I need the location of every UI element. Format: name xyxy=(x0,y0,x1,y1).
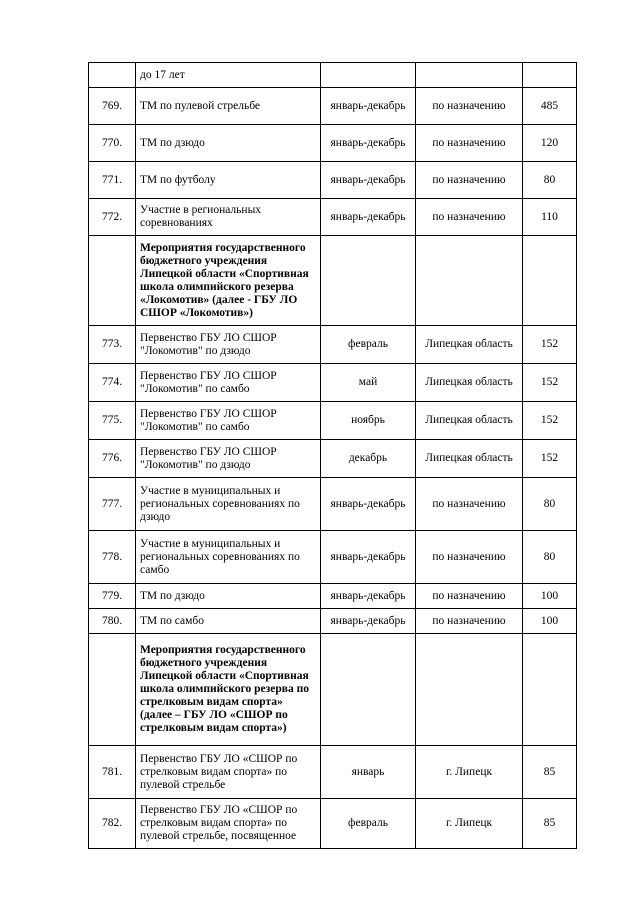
row-period: январь-декабрь xyxy=(321,199,416,236)
row-number: 774. xyxy=(89,364,136,402)
row-event-name: Участие в муниципальных и региональных соревнованиях по самбо xyxy=(136,531,321,584)
row-place: Липецкая область xyxy=(416,440,523,478)
row-event-name: Первенство ГБУ ЛО «СШОР по стрелковым видам спорта» по пулевой стрельбе, посвященное xyxy=(136,799,321,849)
row-place: по назначению xyxy=(416,199,523,236)
row-quantity: 485 xyxy=(523,88,577,125)
row-place xyxy=(416,634,523,746)
row-quantity: 120 xyxy=(523,125,577,162)
row-place xyxy=(416,236,523,326)
row-period xyxy=(321,63,416,88)
row-period: февраль xyxy=(321,326,416,364)
row-event-name: ТМ по пулевой стрельбе xyxy=(136,88,321,125)
events-table xyxy=(88,62,577,849)
row-quantity: 85 xyxy=(523,799,577,849)
row-quantity: 110 xyxy=(523,199,577,236)
row-quantity: 80 xyxy=(523,478,577,531)
row-quantity: 152 xyxy=(523,402,577,440)
row-period: январь xyxy=(321,746,416,799)
row-number: 777. xyxy=(89,478,136,531)
row-place: по назначению xyxy=(416,609,523,634)
row-place: Липецкая область xyxy=(416,326,523,364)
row-number xyxy=(89,63,136,88)
row-period: февраль xyxy=(321,799,416,849)
row-number: 771. xyxy=(89,162,136,199)
row-event-name: Участие в муниципальных и региональных соревнованиях по дзюдо xyxy=(136,478,321,531)
row-event-name: Первенство ГБУ ЛО СШОР "Локомотив" по дзюдо xyxy=(136,440,321,478)
row-event-name: Участие в региональных соревнованиях xyxy=(136,199,321,236)
row-place: по назначению xyxy=(416,125,523,162)
row-number: 780. xyxy=(89,609,136,634)
table-row xyxy=(89,531,577,584)
row-event-name: до 17 лет xyxy=(136,63,321,88)
row-number: 772. xyxy=(89,199,136,236)
row-period: январь-декабрь xyxy=(321,125,416,162)
section-header-row xyxy=(89,634,577,746)
row-place: Липецкая область xyxy=(416,402,523,440)
table-row xyxy=(89,326,577,364)
row-number: 781. xyxy=(89,746,136,799)
row-period xyxy=(321,634,416,746)
row-period: январь-декабрь xyxy=(321,609,416,634)
row-quantity: 152 xyxy=(523,326,577,364)
row-place: по назначению xyxy=(416,584,523,609)
events-table-body xyxy=(89,63,577,849)
table-row xyxy=(89,364,577,402)
row-number: 779. xyxy=(89,584,136,609)
table-row xyxy=(89,440,577,478)
row-number: 778. xyxy=(89,531,136,584)
row-quantity xyxy=(523,63,577,88)
table-row xyxy=(89,88,577,125)
row-period: декабрь xyxy=(321,440,416,478)
table-row xyxy=(89,125,577,162)
row-number: 775. xyxy=(89,402,136,440)
row-number xyxy=(89,634,136,746)
row-quantity: 100 xyxy=(523,609,577,634)
table-row xyxy=(89,609,577,634)
row-event-name: ТМ по дзюдо xyxy=(136,125,321,162)
row-quantity: 80 xyxy=(523,531,577,584)
row-number: 769. xyxy=(89,88,136,125)
row-event-name: Мероприятия государственного бюджетного учреждения Липецкой области «Спортивная школа олимпийского резерва по стрелковым видам спорта» (далее – ГБУ ЛО «СШОР по стрелковым видам спорта») xyxy=(136,634,321,746)
row-place: по назначению xyxy=(416,478,523,531)
row-event-name: Первенство ГБУ ЛО СШОР "Локомотив" по дзюдо xyxy=(136,326,321,364)
row-quantity xyxy=(523,634,577,746)
table-row xyxy=(89,799,577,849)
table-row xyxy=(89,478,577,531)
row-number: 782. xyxy=(89,799,136,849)
table-row xyxy=(89,402,577,440)
table-row xyxy=(89,199,577,236)
row-place: г. Липецк xyxy=(416,799,523,849)
row-quantity xyxy=(523,236,577,326)
row-place: по назначению xyxy=(416,162,523,199)
row-event-name: ТМ по самбо xyxy=(136,609,321,634)
row-period: январь-декабрь xyxy=(321,584,416,609)
row-event-name: Первенство ГБУ ЛО СШОР "Локомотив" по самбо xyxy=(136,364,321,402)
row-number: 773. xyxy=(89,326,136,364)
row-place: Липецкая область xyxy=(416,364,523,402)
row-event-name: Первенство ГБУ ЛО СШОР "Локомотив" по самбо xyxy=(136,402,321,440)
row-period: май xyxy=(321,364,416,402)
row-event-name: Мероприятия государственного бюджетного учреждения Липецкой области «Спортивная школа олимпийского резерва «Локомотив» (далее - ГБУ ЛО СШОР «Локомотив») xyxy=(136,236,321,326)
row-period: ноябрь xyxy=(321,402,416,440)
row-place xyxy=(416,63,523,88)
row-place: по назначению xyxy=(416,531,523,584)
row-number: 776. xyxy=(89,440,136,478)
row-period: январь-декабрь xyxy=(321,531,416,584)
row-number xyxy=(89,236,136,326)
row-event-name: ТМ по футболу xyxy=(136,162,321,199)
row-quantity: 152 xyxy=(523,364,577,402)
row-quantity: 152 xyxy=(523,440,577,478)
row-period xyxy=(321,236,416,326)
row-quantity: 85 xyxy=(523,746,577,799)
table-row xyxy=(89,746,577,799)
row-quantity: 80 xyxy=(523,162,577,199)
row-place: г. Липецк xyxy=(416,746,523,799)
table-row xyxy=(89,162,577,199)
row-number: 770. xyxy=(89,125,136,162)
row-period: январь-декабрь xyxy=(321,478,416,531)
section-header-row xyxy=(89,236,577,326)
table-row xyxy=(89,584,577,609)
row-period: январь-декабрь xyxy=(321,88,416,125)
row-quantity: 100 xyxy=(523,584,577,609)
row-place: по назначению xyxy=(416,88,523,125)
row-event-name: Первенство ГБУ ЛО «СШОР по стрелковым видам спорта» по пулевой стрельбе xyxy=(136,746,321,799)
table-row xyxy=(89,63,577,88)
row-event-name: ТМ по дзюдо xyxy=(136,584,321,609)
row-period: январь-декабрь xyxy=(321,162,416,199)
